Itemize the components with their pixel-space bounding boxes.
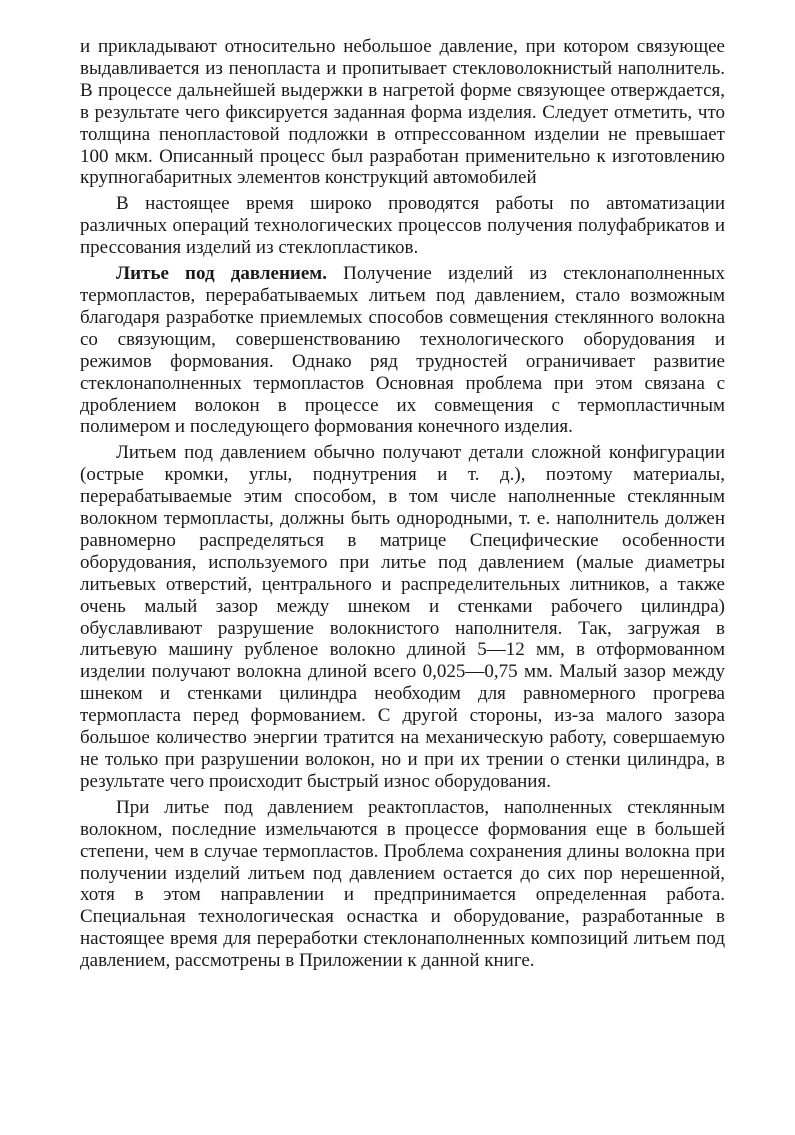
paragraph-3 [80,263,725,438]
paragraph-2: В настоящее время широко проводятся работы по автоматизации различных операций технологических процессов получения полуфабрикатов и прессования изделий из стеклопластиков. [80,193,725,259]
paragraph-4: Литьем под давлением обычно получают детали сложной конфигурации (острые кромки, углы, поднутрения и т. д.), поэтому материалы, перерабатываемые этим способом, в том числе наполненные стеклянным волокном термопласты, должны быть однородными, т. е. наполнитель должен равномерно распределяться в матрице Специфические особенности оборудования, используемого при литье под давлением (малые диаметры литьевых отверстий, центрального и распределительных литников, а также очень малый зазор между шнеком и стенками рабочего цилиндра) обуславливают разрушение волокнистого наполнителя. Так, загружая в литьевую машину рубленое волокно длиной 5—12 мм, в отформованном изделии получают волокна длиной всего 0,025—0,75 мм. Малый зазор между шнеком и стенками цилиндра необходим для равномерного прогрева термопласта перед формованием. С другой стороны, из-за малого зазора большое количество энергии тратится на механическую работу, совершаемую не только при разрушении волокон, но и при их трении о стенки цилиндра, в результате чего происходит быстрый износ оборудования. [80,442,725,792]
document-page [80,36,725,976]
paragraph-1: и прикладывают относительно небольшое давление, при котором связующее выдавливается из пенопласта и пропитывает стекловолокнистый наполнитель. В процессе дальнейшей выдержки в нагретой форме связующее отверждается, в результате чего фиксируется заданная форма изделия. Следует отметить, что толщина пенопластовой подложки в отпрессованном изделии не превышает 100 мкм. Описанный процесс был разработан применительно к изготовлению крупногабаритных элементов конструкций автомобилей [80,36,725,189]
paragraph-3-body: Получение изделий из стеклонаполненных термопластов, перерабатываемых литьем под давлением, стало возможным благодаря разработке приемлемых способов совмещения стеклянного волокна со связующим, совершенствованию технологического оборудования и режимов формования. Однако ряд трудностей ограничивает развитие стеклонаполненных термопластов Основная проблема при этом связана с дроблением волокон в процессе их совмещения с термопластичным полимером и последующего формования конечного изделия. [80,263,725,438]
paragraph-5: При литье под давлением реактопластов, наполненных стеклянным волокном, последние измельчаются в процессе формования еще в большей степени, чем в случае термопластов. Проблема сохранения длины волокна при получении изделий литьем под давлением остается до сих пор нерешенной, хотя в этом направлении и предпринимается определенная работа. Специальная технологическая оснастка и оборудование, разработанные в настоящее время для переработки стеклонаполненных композиций литьем под давлением, рассмотрены в Приложении к данной книге. [80,796,725,972]
section-heading-injection-molding: Литье под давлением. [116,263,327,285]
